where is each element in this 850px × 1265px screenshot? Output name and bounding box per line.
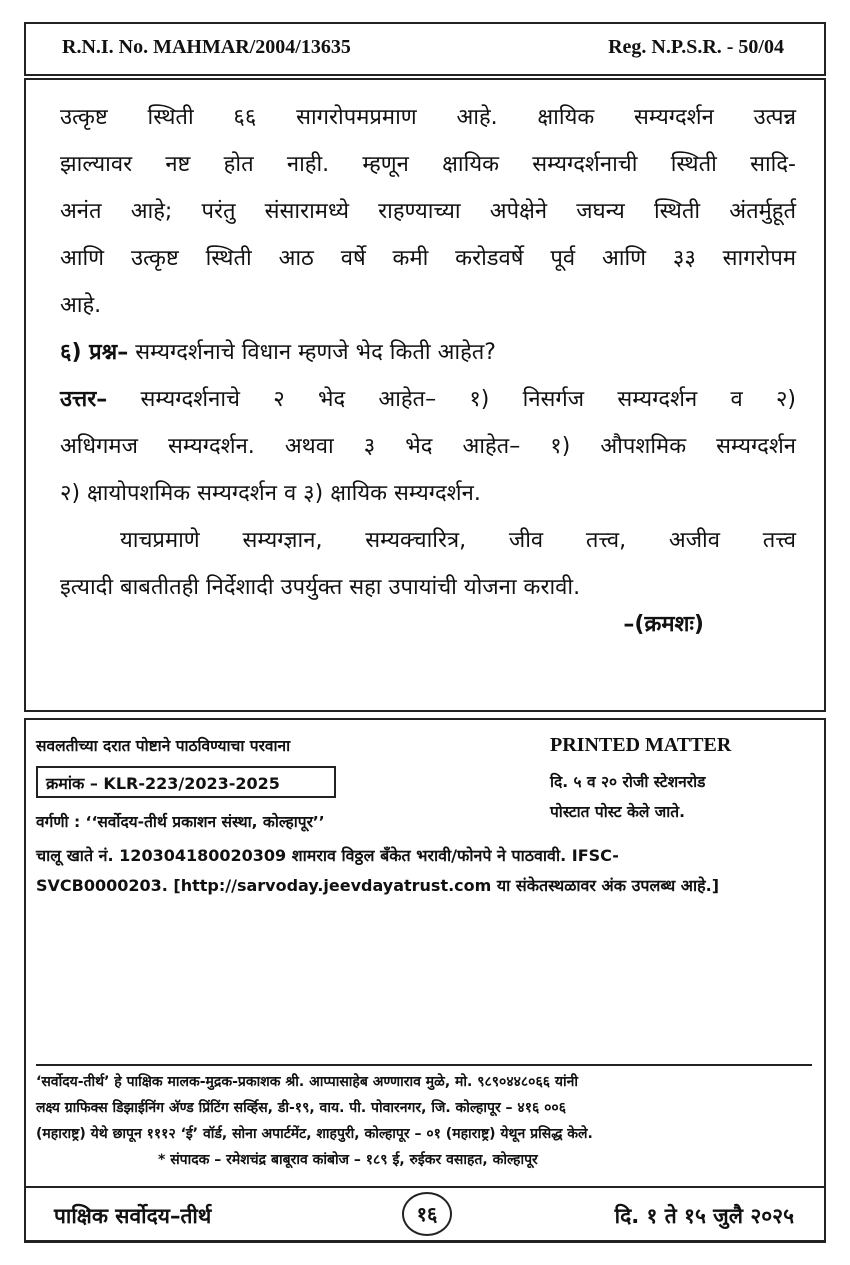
posting-info-2: पोस्टात पोस्ट केले जाते.: [550, 803, 686, 821]
article-line: उत्कृष्ट स्थिती ६६ सागरोपमप्रमाण आहे. क्षायिक सम्यग्दर्शन उत्पन्न: [60, 105, 796, 130]
imprint-line-3: (महाराष्ट्र) येथे छापून १११२ ‘ई’ वॉर्ड, सोना अपार्टमेंट, शाहपुरी, कोल्हापूर – ०१ (महाराष्ट्र) येथून प्रसिद्ध केले.: [36, 1126, 593, 1142]
posting-info-1: दि. ५ व २० रोजी स्टेशनरोड: [550, 773, 706, 791]
header-box: [24, 22, 826, 76]
article-line: अनंत आहे; परंतु संसारामध्ये राहण्याच्या अपेक्षेने जघन्य स्थिती अंतर्मुहूर्त: [60, 199, 796, 224]
article-line: झाल्यावर नष्ट होत नाही. म्हणून क्षायिक सम्यग्दर्शनाची स्थिती सादि-: [60, 152, 796, 177]
article-box: [24, 78, 826, 712]
answer-label: उत्तर–: [60, 387, 108, 412]
postal-box: [24, 718, 826, 1243]
question-line: [60, 329, 796, 376]
footer-box: [24, 1186, 826, 1242]
answer-line: [60, 376, 796, 423]
answer-text: सम्यग्दर्शनाचे २ भेद आहेत– १) निसर्गज सम्यग्दर्शन व २): [107, 387, 796, 412]
editor-line: * संपादक – रमेशचंद्र बाबूराव कांबोज – १८९ ई, रुईकर वसाहत, कोल्हापूर: [158, 1152, 538, 1168]
license-number-box: क्रमांक – KLR-223/2023-2025: [36, 766, 336, 798]
account-line-1: चालू खाते नं. 120304180020309 शामराव विठ्ठल बँकेत भरावी/फोनपे ने पाठवावी. IFSC-: [36, 846, 619, 865]
account-line-2: SVCB0000203. [http://sarvoday.jeevdayatrust.com या संकेतस्थळावर अंक उपलब्ध आहे.]: [36, 876, 720, 895]
issue-date: दि. १ ते १५ जुलै २०२५: [614, 1204, 794, 1228]
article-line: आहे.: [60, 293, 102, 318]
continued-mark: –(क्रमशः): [623, 612, 704, 637]
answer-line-3: २) क्षायोपशमिक सम्यग्दर्शन व ३) क्षायिक सम्यग्दर्शन.: [60, 481, 481, 506]
printed-matter-label: PRINTED MATTER: [550, 734, 732, 756]
article-line: आणि उत्कृष्ट स्थिती आठ वर्षे कमी करोडवर्षे पूर्व आणि ३३ सागरोपम: [60, 246, 796, 271]
reg-number: Reg. N.P.S.R. - 50/04: [608, 36, 784, 58]
answer-line-2: अधिगमज सम्यग्दर्शन. अथवा ३ भेद आहेत– १) औपशमिक सम्यग्दर्शन: [60, 434, 796, 459]
postal-license: सवलतीच्या दरात पोष्टाने पाठविण्याचा परवाना: [36, 737, 291, 755]
subscription-payee: वर्गणी : ‘‘सर्वोदय-तीर्थ प्रकाशन संस्था, कोल्हापूर’’: [36, 813, 325, 831]
question-label: ६) प्रश्न–: [60, 340, 129, 365]
imprint-line-1: ‘सर्वोदय-तीर्थ’ हे पाक्षिक मालक-मुद्रक-प्रकाशक श्री. आप्पासाहेब अण्णाराव मुळे, मो. ९८९०४४८०६६ यांनी: [36, 1074, 579, 1090]
rni-number: R.N.I. No. MAHMAR/2004/13635: [62, 36, 351, 58]
page-number: १६: [402, 1192, 452, 1236]
paragraph-line-1: याचप्रमाणे सम्यग्ज्ञान, सम्यक्चारित्र, जीव तत्त्व, अजीव तत्त्व: [120, 528, 796, 553]
paragraph-line-2: इत्यादी बाबतीतही निर्देशादी उपर्युक्त सहा उपायांची योजना करावी.: [60, 575, 581, 600]
publication-name: पाक्षिक सर्वोदय–तीर्थ: [54, 1204, 212, 1228]
imprint-divider: [36, 1064, 812, 1066]
question-text: सम्यग्दर्शनाचे विधान म्हणजे भेद किती आहेत?: [128, 340, 496, 365]
imprint-line-2: लक्ष्य ग्राफिक्स डिझाईनिंग अ‍ॅण्ड प्रिंटिंग सर्व्हिस, डी-१९, वाय. पी. पोवारनगर, जि. कोल्हापूर – ४१६ ००६: [36, 1100, 566, 1116]
